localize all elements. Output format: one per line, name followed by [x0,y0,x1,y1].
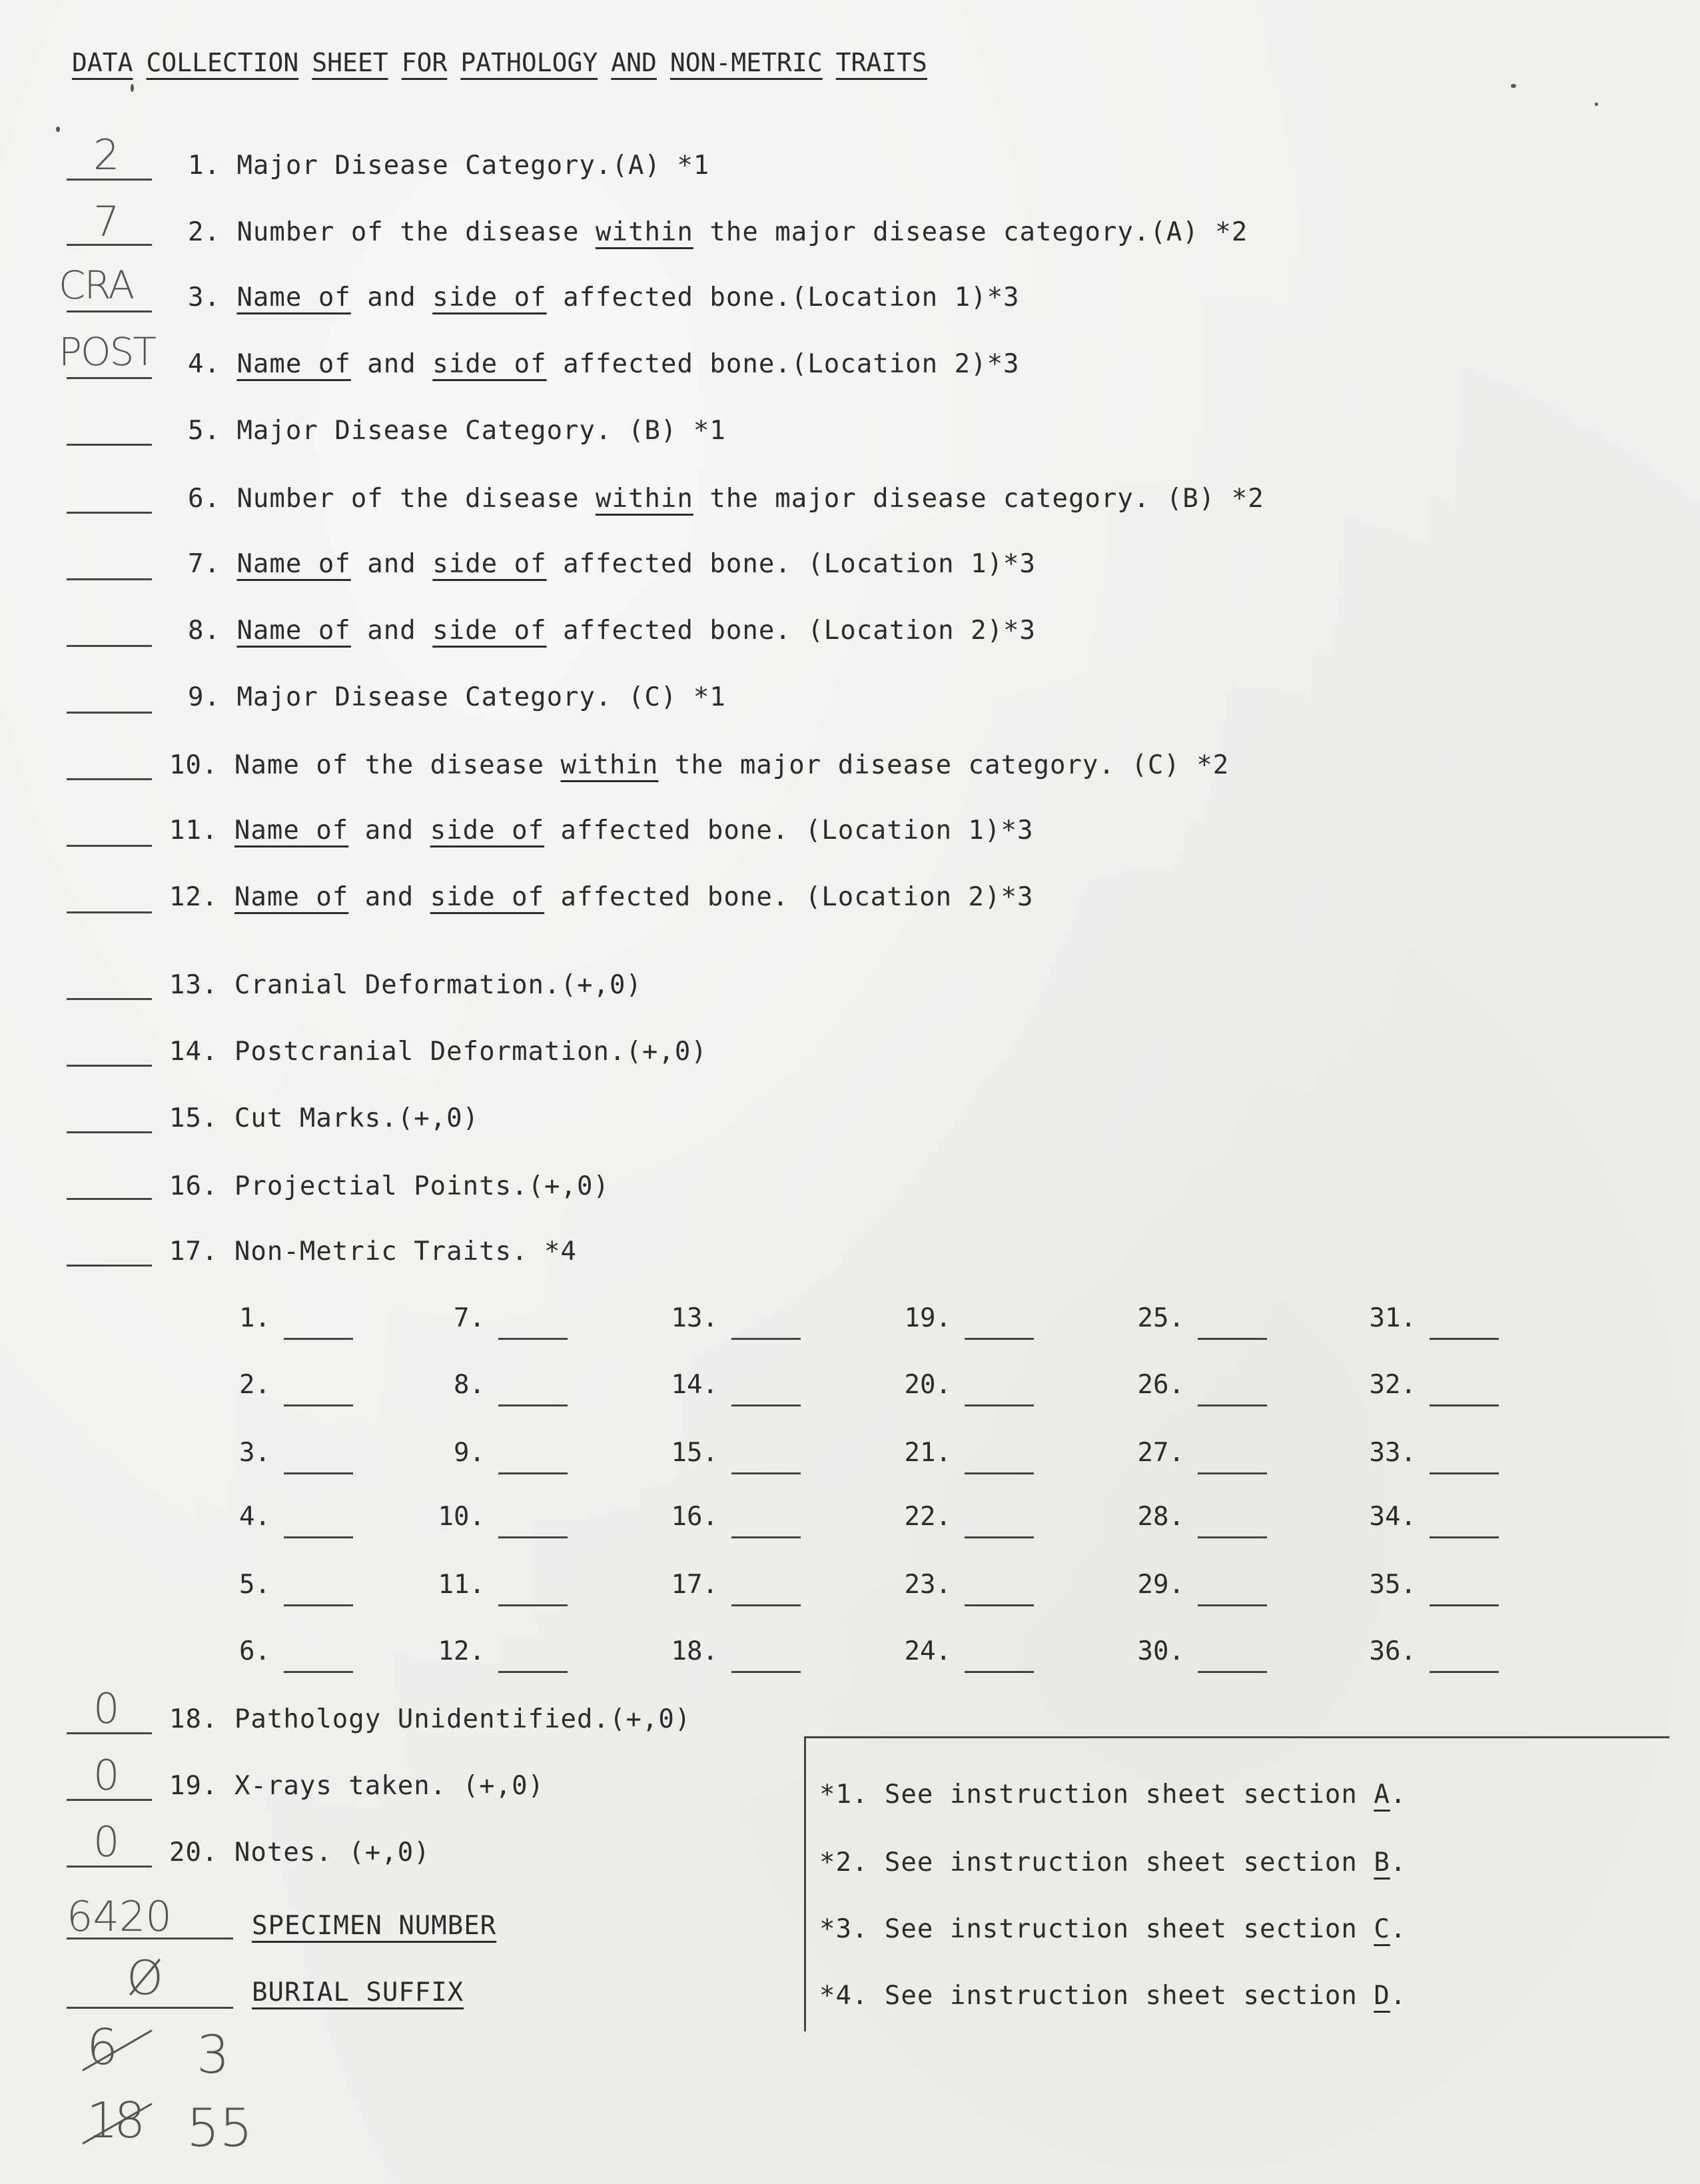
trait-number: 33. [1369,1438,1416,1468]
trait-answer-field[interactable] [498,1404,568,1406]
item-number: 16. [169,1171,234,1201]
trait-number: 2. [239,1370,270,1400]
trait-answer-field[interactable] [731,1472,801,1474]
trait-number: 3. [239,1438,270,1468]
item-number: 4. [188,349,237,379]
trait-answer-field[interactable] [498,1604,568,1606]
footnote-section: B [1374,1848,1390,1878]
item-number: 7. [188,549,237,579]
answer-field[interactable] [67,1198,152,1200]
trait-answer-field[interactable] [965,1671,1034,1673]
item-label: Pathology Unidentified.(+,0) [234,1704,691,1734]
answer-field[interactable] [67,444,152,446]
answer-value[interactable]: CRA [59,263,134,308]
item-label-emphasis: Name of [234,816,349,845]
item-label-emphasis: side of [432,349,547,379]
item-label: X-rays taken. (+,0) [234,1771,545,1801]
trait-number: 19. [904,1303,951,1333]
item-label: affected bone.(Location 2)*3 [546,349,1020,379]
trait-number: 34. [1369,1502,1416,1532]
answer-field[interactable] [67,911,152,913]
item-label: Number of the disease [236,217,596,247]
trait-number: 14. [671,1370,718,1400]
trait-number: 7. [454,1303,485,1333]
item-label: Postcranial Deformation.(+,0) [234,1037,707,1067]
footnote-suffix: . [1390,1848,1407,1878]
item-label-emphasis: side of [430,882,545,912]
trait-number: 12. [438,1636,485,1666]
answer-field[interactable] [67,998,152,1000]
answer-field[interactable] [67,578,152,580]
trait-answer-field[interactable] [731,1404,801,1406]
answer-field[interactable] [67,1131,152,1133]
item-label: and [350,616,433,646]
answer-field[interactable] [67,1265,152,1267]
item-label: Notes. (+,0) [234,1838,430,1868]
trait-answer-field[interactable] [731,1604,801,1606]
trait-answer-field[interactable] [965,1404,1034,1406]
footnote-text: *2. See instruction sheet section [819,1848,1374,1878]
trait-answer-field[interactable] [965,1338,1034,1340]
item-label: affected bone. (Location 1)*3 [544,816,1034,845]
trait-number: 25. [1137,1303,1184,1333]
answer-value[interactable]: 0 [93,1684,120,1733]
item-label: Major Disease Category.(A) *1 [236,151,710,181]
item-label-emphasis: within [560,750,659,780]
trait-answer-field[interactable] [284,1671,353,1673]
crossed-out-note: 6 [87,2019,115,2076]
item-number: 19. [169,1771,234,1801]
trait-answer-field[interactable] [965,1472,1034,1474]
footnote-section: D [1374,1981,1390,2011]
trait-number: 4. [239,1502,270,1532]
trait-answer-field[interactable] [965,1536,1034,1538]
paper-mark [56,127,60,132]
paper-mark [1595,103,1598,106]
title-word: AND [611,48,657,77]
burial-suffix-label: BURIAL SUFFIX [252,1977,464,2007]
trait-answer-field[interactable] [1430,1536,1499,1538]
trait-answer-field[interactable] [1198,1536,1267,1538]
trait-answer-field[interactable] [731,1338,801,1340]
item-label: Projectial Points.(+,0) [234,1171,610,1201]
item-label-emphasis: within [596,217,693,247]
item-label: and [350,349,433,379]
trait-number: 13. [671,1303,718,1333]
trait-number: 26. [1137,1370,1184,1400]
trait-number: 29. [1137,1570,1184,1600]
item-number: 20. [169,1838,234,1868]
item-label: Non-Metric Traits. *4 [234,1237,578,1267]
answer-field[interactable] [67,645,152,647]
trait-number: 23. [904,1570,951,1600]
specimen-number-value[interactable]: 6420 [67,1892,172,1941]
trait-answer-field[interactable] [1198,1338,1267,1340]
footnote-suffix: . [1390,1780,1407,1810]
trait-number: 17. [671,1570,718,1600]
trait-answer-field[interactable] [1198,1671,1267,1673]
item-number: 5. [188,416,237,446]
trait-number: 31. [1369,1303,1416,1333]
trait-answer-field[interactable] [1430,1604,1499,1606]
item-number: 14. [169,1037,234,1067]
footnote-text: *1. See instruction sheet section [819,1780,1374,1810]
footnote [819,1848,1406,1878]
trait-number: 24. [904,1636,951,1666]
item-number: 15. [169,1103,234,1133]
footnote [819,1780,1406,1810]
item-label: and [348,816,430,845]
footnotes-box [804,1736,1669,2031]
title-word: COLLECTION [146,48,299,77]
trait-number: 22. [904,1502,951,1532]
item-label: the major disease category.(A) *2 [693,217,1248,247]
trait-answer-field[interactable] [498,1671,568,1673]
item-label: Cut Marks.(+,0) [234,1103,480,1133]
item-number: 9. [188,682,237,712]
item-label-emphasis: Name of [236,349,351,379]
item-label-emphasis: Name of [236,549,351,579]
item-number: 17. [169,1237,234,1267]
answer-value[interactable]: 0 [93,1751,120,1800]
form-title [72,48,941,77]
burial-suffix-value[interactable]: Ø [127,1951,164,2005]
item-label: Name of the disease [234,750,561,780]
footnote-section: C [1374,1914,1390,1944]
trait-number: 9. [454,1438,485,1468]
paper-mark [1511,84,1516,88]
trait-number: 20. [904,1370,951,1400]
specimen-number-field[interactable] [67,1937,233,1939]
item-number: 2. [188,217,237,247]
title-word: SHEET [312,48,388,77]
trait-number: 36. [1369,1636,1416,1666]
footnote [819,1981,1406,2011]
footnote-text: *4. See instruction sheet section [819,1981,1374,2011]
item-label: Number of the disease [236,484,596,514]
item-label: Major Disease Category. (B) *1 [236,416,726,446]
item-number: 6. [188,484,237,514]
note-value: 55 [187,2099,253,2159]
item-label-emphasis: side of [430,816,545,845]
answer-field[interactable] [67,512,152,514]
item-label: affected bone. (Location 1)*3 [546,549,1037,579]
trait-number: 15. [671,1438,718,1468]
trait-answer-field[interactable] [1430,1404,1499,1406]
footnote [819,1914,1406,1944]
trait-answer-field[interactable] [1430,1338,1499,1340]
item-label: Cranial Deformation.(+,0) [234,970,642,1000]
trait-answer-field[interactable] [284,1472,353,1474]
paper-mark [131,84,134,92]
trait-answer-field[interactable] [498,1536,568,1538]
answer-value[interactable]: 7 [93,197,120,246]
trait-number: 10. [438,1502,485,1532]
item-label: and [350,549,433,579]
item-label: affected bone.(Location 1)*3 [546,282,1020,312]
item-number: 8. [188,616,237,646]
trait-answer-field[interactable] [284,1404,353,1406]
item-label-emphasis: side of [432,282,547,312]
trait-answer-field[interactable] [1430,1472,1499,1474]
item-number: 3. [188,282,237,312]
item-label: the major disease category. (C) *2 [658,750,1230,780]
trait-answer-field[interactable] [1430,1671,1499,1673]
item-number: 12. [169,882,234,912]
trait-number: 28. [1137,1502,1184,1532]
trait-number: 5. [239,1570,270,1600]
item-label-emphasis: Name of [236,282,351,312]
trait-number: 35. [1369,1570,1416,1600]
item-label-emphasis: within [596,484,693,514]
trait-answer-field[interactable] [284,1536,353,1538]
trait-answer-field[interactable] [284,1604,353,1606]
item-label: the major disease category. (B) *2 [693,484,1264,514]
answer-field[interactable] [67,310,152,312]
answer-value[interactable]: 2 [93,131,120,179]
item-label: affected bone. (Location 2)*3 [546,616,1037,646]
trait-answer-field[interactable] [731,1671,801,1673]
item-number: 13. [169,970,234,1000]
trait-answer-field[interactable] [1198,1404,1267,1406]
trait-answer-field[interactable] [1198,1472,1267,1474]
burial-suffix-field[interactable] [67,2007,233,2009]
answer-value[interactable]: POST [59,329,155,374]
item-label-emphasis: side of [432,549,547,579]
trait-number: 30. [1137,1636,1184,1666]
title-word: DATA [72,48,133,77]
answer-field[interactable] [67,845,152,847]
trait-number: 18. [671,1636,718,1666]
answer-field[interactable] [67,1065,152,1067]
footnote-text: *3. See instruction sheet section [819,1914,1374,1944]
item-label: Major Disease Category. (C) *1 [236,682,726,712]
trait-answer-field[interactable] [498,1338,568,1340]
item-label: and [348,882,430,912]
note-value: 3 [197,2025,230,2085]
crossed-out-note: 18 [87,2092,142,2149]
trait-answer-field[interactable] [498,1472,568,1474]
item-label-emphasis: Name of [234,882,349,912]
answer-field[interactable] [67,778,152,780]
item-number: 18. [169,1704,234,1734]
footnote-section: A [1374,1780,1390,1810]
item-number: 1. [188,151,237,181]
footnote-suffix: . [1390,1914,1407,1944]
trait-answer-field[interactable] [731,1536,801,1538]
title-word: FOR [401,48,448,77]
item-label: and [350,282,433,312]
title-word: PATHOLOGY [460,48,598,77]
answer-field[interactable] [67,377,152,379]
item-number: 11. [169,816,234,845]
footnote-suffix: . [1390,1981,1407,2011]
trait-number: 32. [1369,1370,1416,1400]
trait-answer-field[interactable] [1198,1604,1267,1606]
item-label-emphasis: side of [432,616,547,646]
specimen-number-label: SPECIMEN NUMBER [252,1911,497,1941]
answer-field[interactable] [67,712,152,714]
trait-number: 1. [239,1303,270,1333]
trait-number: 16. [671,1502,718,1532]
title-word: TRAITS [835,48,927,77]
item-number: 10. [169,750,234,780]
answer-value[interactable]: 0 [93,1818,120,1866]
trait-number: 21. [904,1438,951,1468]
trait-answer-field[interactable] [284,1338,353,1340]
trait-number: 8. [454,1370,485,1400]
title-word: NON-METRIC [669,48,823,77]
trait-number: 6. [239,1636,270,1666]
trait-number: 11. [438,1570,485,1600]
item-label-emphasis: Name of [236,616,351,646]
item-label: affected bone. (Location 2)*3 [544,882,1034,912]
trait-answer-field[interactable] [965,1604,1034,1606]
trait-number: 27. [1137,1438,1184,1468]
